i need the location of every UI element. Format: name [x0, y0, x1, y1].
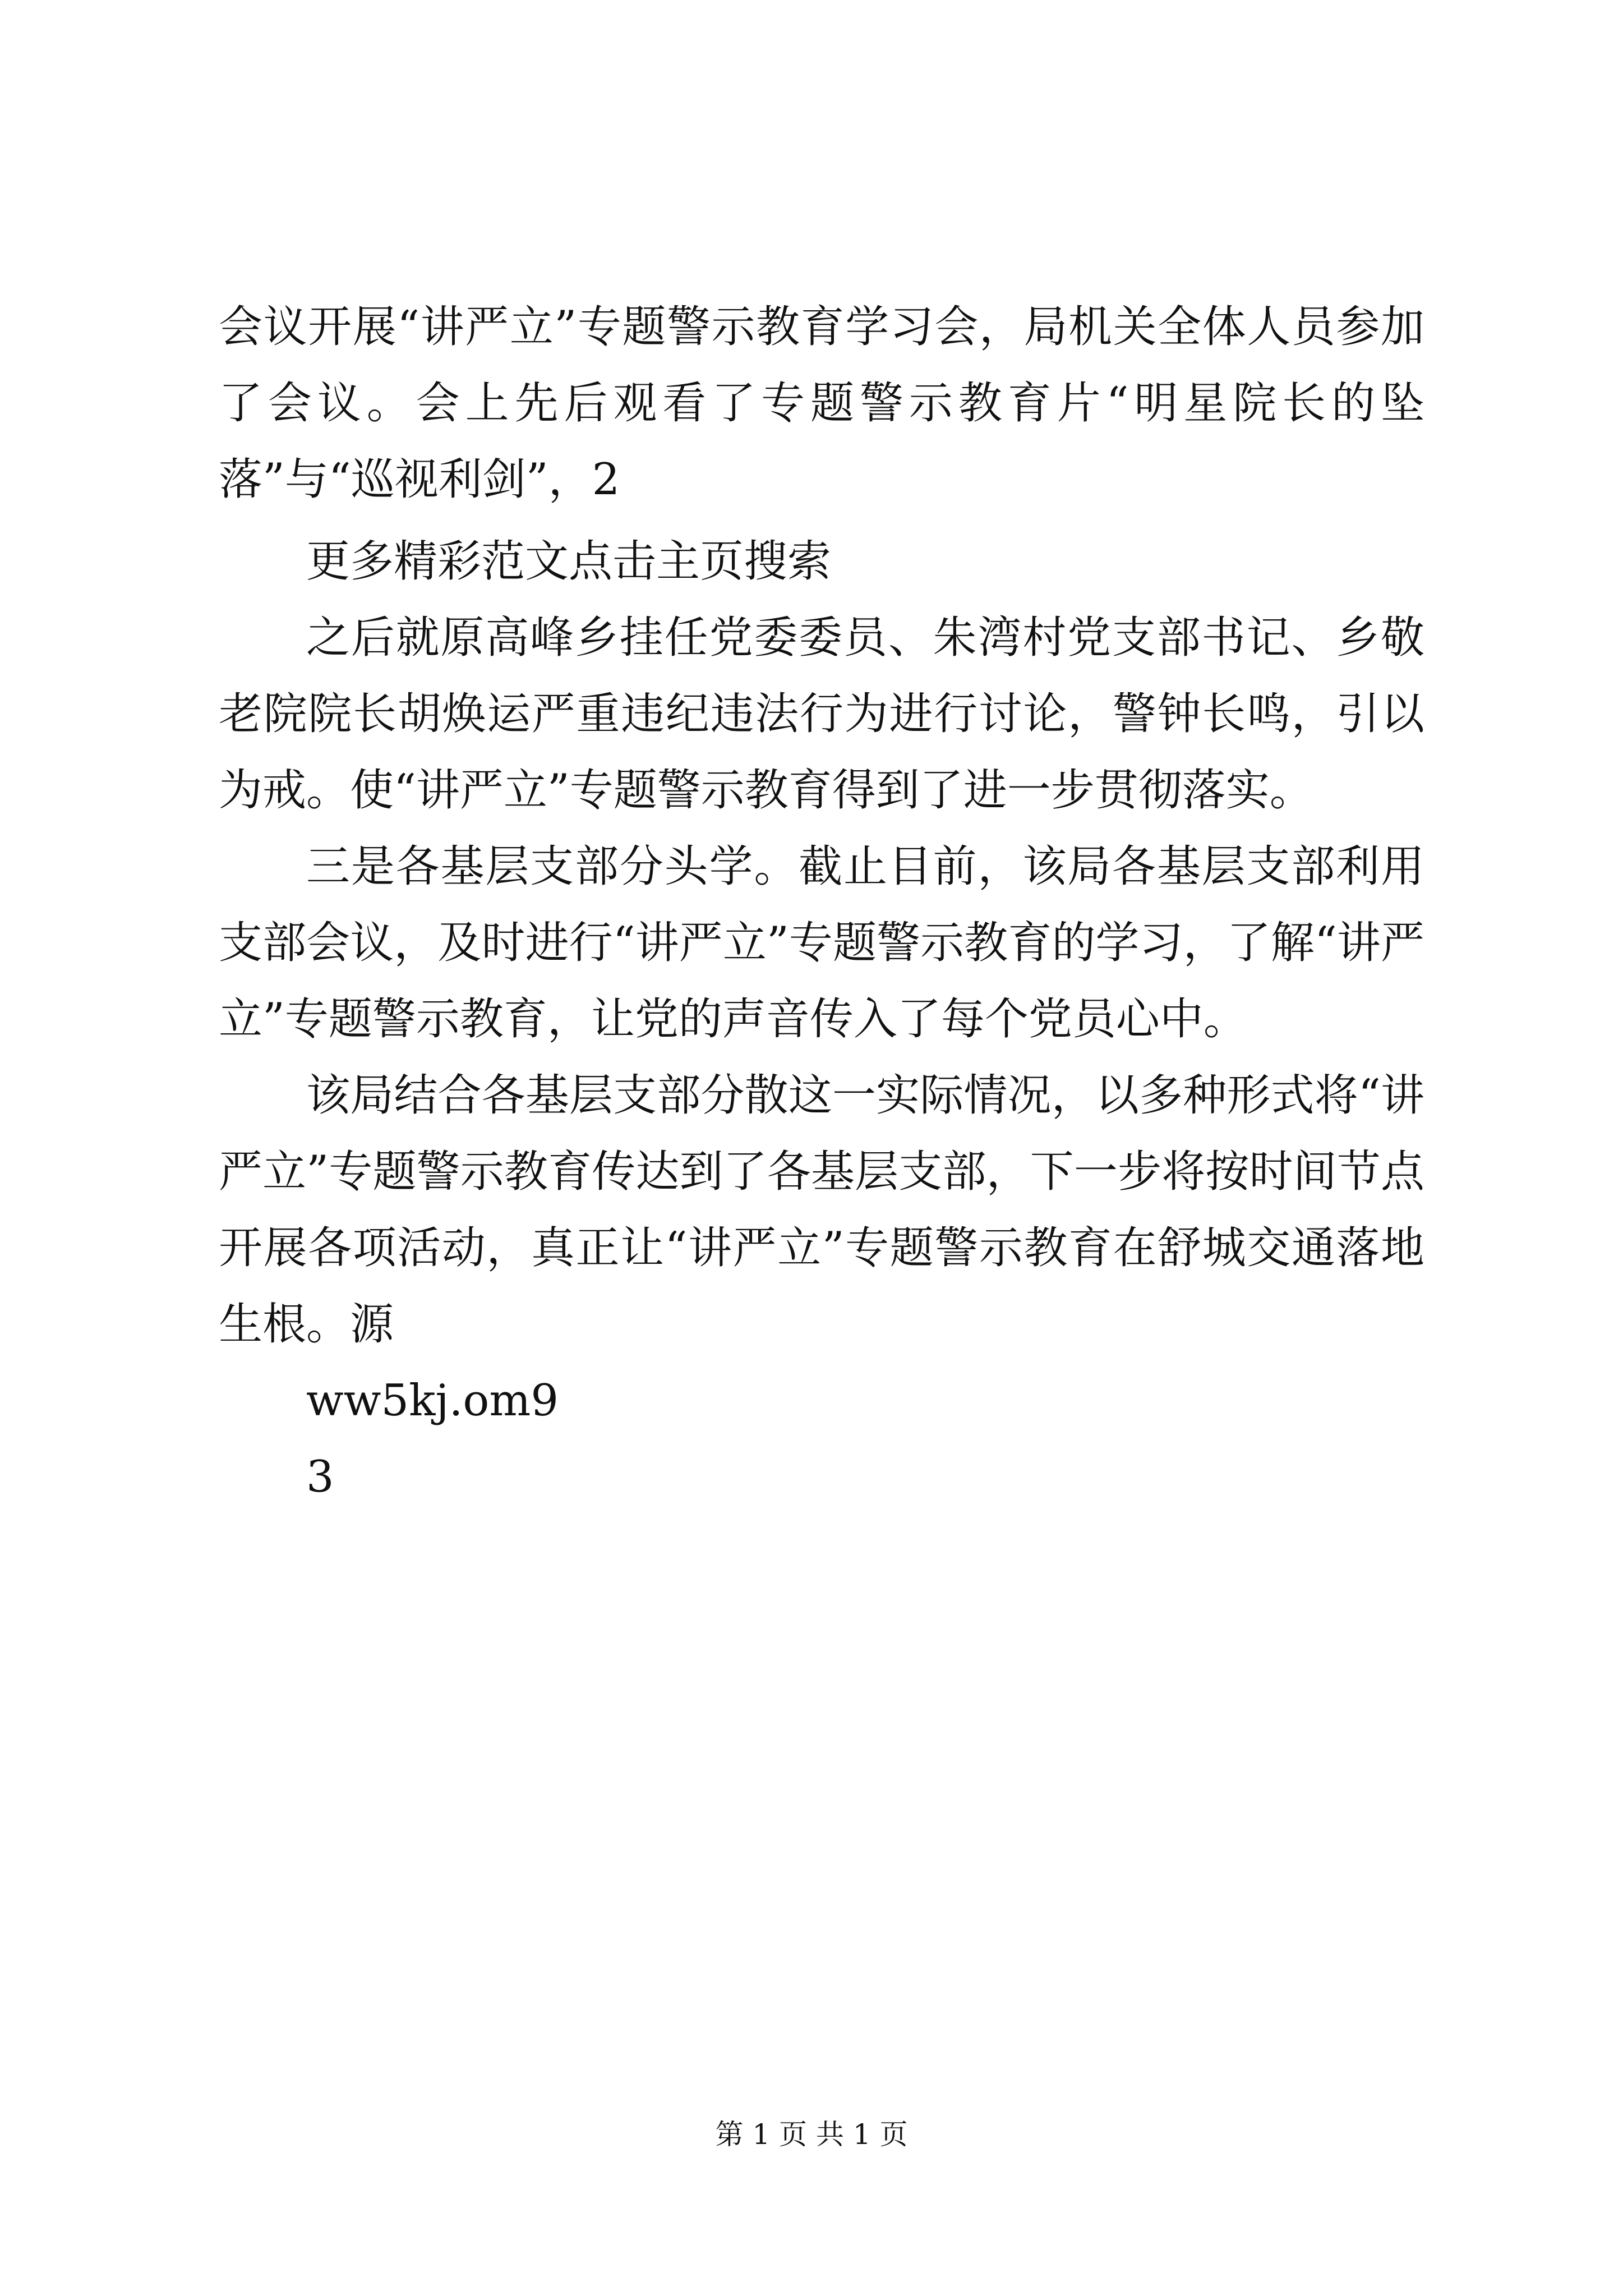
paragraph-source-url: ww5kj.om9 [306, 1375, 559, 1426]
document-body [219, 289, 1424, 1515]
paragraph-discussion: 之后就原高峰乡挂任党委委员、朱湾村党支部书记、乡敬老院院长胡焕运严重违纪违法行为进行讨论，警钟长鸣，引以为戒。使“讲严立”专题警示教育得到了进一步贯彻落实。 [219, 613, 1424, 816]
page-footer: 第 1 页 共 1 页 [715, 2118, 908, 2151]
paragraph-number: 3 [306, 1452, 334, 1502]
paragraph-meeting: 会议开展“讲严立”专题警示教育学习会，局机关全体人员参加了会议。会上先后观看了专题警示教育片“明星院长的坠落”与“巡视利剑”，2 [219, 302, 1424, 505]
paragraph-more-link: 更多精彩范文点击主页搜索 [306, 536, 832, 587]
paragraph-branch-study: 三是各基层支部分头学。截止目前，该局各基层支部利用支部会议，及时进行“讲严立”专题警示教育的学习，了解“讲严立”专题警示教育，让党的声音传入了每个党员心中。 [219, 841, 1424, 1045]
paragraph-conclusion: 该局结合各基层支部分散这一实际情况，以多种形式将“讲严立”专题警示教育传达到了各基层支部，下一步将按时间节点开展各项活动，真正让“讲严立”专题警示教育在舒城交通落地生根。源 [219, 1070, 1424, 1350]
